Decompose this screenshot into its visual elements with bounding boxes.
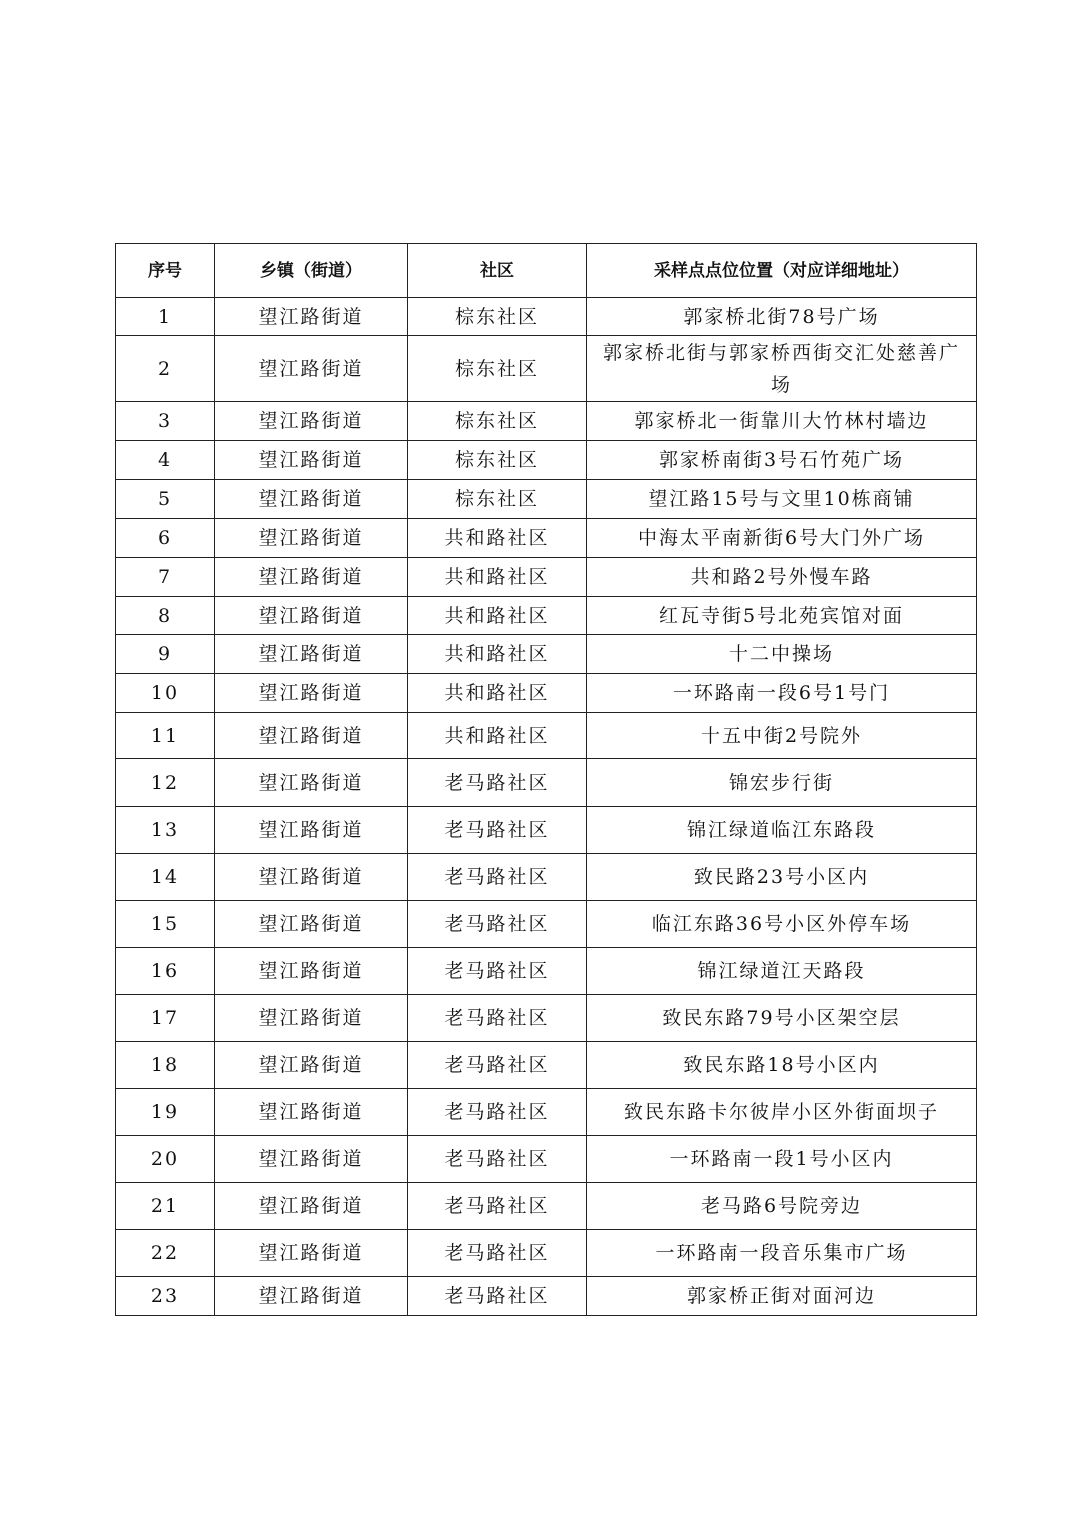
cell-sampling-address: 锦江绿道临江东路段 (587, 807, 977, 854)
table-row (116, 1042, 977, 1089)
cell-community: 老马路社区 (408, 854, 587, 901)
cell-sampling-address: 十五中街2号院外 (587, 713, 977, 759)
cell-serial-number: 11 (116, 713, 215, 759)
cell-community: 共和路社区 (408, 519, 587, 558)
cell-serial-number: 5 (116, 480, 215, 519)
cell-town-street: 望江路街道 (215, 1089, 408, 1136)
table-row (116, 402, 977, 441)
table-row (116, 1230, 977, 1277)
cell-town-street: 望江路街道 (215, 336, 408, 402)
cell-town-street: 望江路街道 (215, 441, 408, 480)
cell-serial-number: 12 (116, 759, 215, 807)
cell-town-street: 望江路街道 (215, 597, 408, 635)
cell-serial-number: 1 (116, 298, 215, 336)
cell-sampling-address: 老马路6号院旁边 (587, 1183, 977, 1230)
table-row (116, 713, 977, 759)
cell-town-street: 望江路街道 (215, 713, 408, 759)
cell-community: 棕东社区 (408, 402, 587, 441)
cell-town-street: 望江路街道 (215, 635, 408, 674)
cell-town-street: 望江路街道 (215, 298, 408, 336)
cell-town-street: 望江路街道 (215, 519, 408, 558)
table-row (116, 995, 977, 1042)
table-header-row (116, 244, 977, 298)
cell-serial-number: 13 (116, 807, 215, 854)
cell-serial-number: 7 (116, 558, 215, 597)
table-row (116, 519, 977, 558)
cell-serial-number: 4 (116, 441, 215, 480)
table-body (116, 298, 977, 1316)
table-row (116, 298, 977, 336)
table-row (116, 597, 977, 635)
cell-serial-number: 9 (116, 635, 215, 674)
cell-town-street: 望江路街道 (215, 1183, 408, 1230)
cell-serial-number: 17 (116, 995, 215, 1042)
cell-serial-number: 8 (116, 597, 215, 635)
cell-sampling-address: 致民路23号小区内 (587, 854, 977, 901)
cell-sampling-address: 中海太平南新街6号大门外广场 (587, 519, 977, 558)
cell-community: 老马路社区 (408, 1089, 587, 1136)
cell-sampling-address: 郭家桥正街对面河边 (587, 1277, 977, 1316)
cell-sampling-address: 锦江绿道江天路段 (587, 948, 977, 995)
cell-serial-number: 2 (116, 336, 215, 402)
header-serial-number: 序号 (116, 244, 215, 298)
cell-serial-number: 23 (116, 1277, 215, 1316)
cell-community: 老马路社区 (408, 995, 587, 1042)
cell-serial-number: 21 (116, 1183, 215, 1230)
table-row (116, 1089, 977, 1136)
cell-serial-number: 19 (116, 1089, 215, 1136)
table-row (116, 1183, 977, 1230)
cell-town-street: 望江路街道 (215, 948, 408, 995)
table-row (116, 635, 977, 674)
cell-sampling-address: 红瓦寺街5号北苑宾馆对面 (587, 597, 977, 635)
cell-community: 共和路社区 (408, 597, 587, 635)
cell-serial-number: 14 (116, 854, 215, 901)
cell-community: 共和路社区 (408, 713, 587, 759)
cell-town-street: 望江路街道 (215, 1136, 408, 1183)
cell-sampling-address: 郭家桥南街3号石竹苑广场 (587, 441, 977, 480)
table-row (116, 1136, 977, 1183)
cell-sampling-address: 致民东路79号小区架空层 (587, 995, 977, 1042)
cell-sampling-address: 锦宏步行街 (587, 759, 977, 807)
cell-town-street: 望江路街道 (215, 901, 408, 948)
table-row (116, 480, 977, 519)
cell-community: 棕东社区 (408, 441, 587, 480)
header-community: 社区 (408, 244, 587, 298)
table-row (116, 759, 977, 807)
cell-town-street: 望江路街道 (215, 1277, 408, 1316)
cell-serial-number: 10 (116, 674, 215, 713)
cell-sampling-address: 致民东路卡尔彼岸小区外街面坝子 (587, 1089, 977, 1136)
cell-community: 老马路社区 (408, 807, 587, 854)
cell-community: 老马路社区 (408, 901, 587, 948)
cell-community: 棕东社区 (408, 480, 587, 519)
cell-sampling-address: 郭家桥北街78号广场 (587, 298, 977, 336)
cell-community: 共和路社区 (408, 635, 587, 674)
cell-serial-number: 3 (116, 402, 215, 441)
sampling-sites-table (115, 243, 977, 1316)
cell-community: 老马路社区 (408, 948, 587, 995)
cell-serial-number: 6 (116, 519, 215, 558)
cell-community: 共和路社区 (408, 558, 587, 597)
cell-sampling-address: 一环路南一段6号1号门 (587, 674, 977, 713)
cell-sampling-address: 郭家桥北一街靠川大竹林村墙边 (587, 402, 977, 441)
cell-serial-number: 16 (116, 948, 215, 995)
cell-town-street: 望江路街道 (215, 674, 408, 713)
cell-sampling-address: 一环路南一段1号小区内 (587, 1136, 977, 1183)
cell-community: 老马路社区 (408, 1042, 587, 1089)
cell-community: 共和路社区 (408, 674, 587, 713)
cell-sampling-address: 郭家桥北街与郭家桥西街交汇处慈善广场 (587, 336, 977, 402)
cell-town-street: 望江路街道 (215, 480, 408, 519)
header-sampling-address: 采样点点位位置（对应详细地址） (587, 244, 977, 298)
table-row (116, 901, 977, 948)
cell-community: 老马路社区 (408, 1136, 587, 1183)
cell-sampling-address: 临江东路36号小区外停车场 (587, 901, 977, 948)
cell-community: 老马路社区 (408, 1277, 587, 1316)
cell-community: 老马路社区 (408, 1230, 587, 1277)
table-row (116, 948, 977, 995)
cell-sampling-address: 一环路南一段音乐集市广场 (587, 1230, 977, 1277)
cell-town-street: 望江路街道 (215, 1042, 408, 1089)
cell-serial-number: 15 (116, 901, 215, 948)
cell-community: 老马路社区 (408, 1183, 587, 1230)
table-row (116, 558, 977, 597)
table-row (116, 807, 977, 854)
cell-town-street: 望江路街道 (215, 1230, 408, 1277)
cell-sampling-address: 致民东路18号小区内 (587, 1042, 977, 1089)
cell-serial-number: 18 (116, 1042, 215, 1089)
cell-serial-number: 22 (116, 1230, 215, 1277)
cell-community: 棕东社区 (408, 336, 587, 402)
cell-town-street: 望江路街道 (215, 854, 408, 901)
cell-sampling-address: 望江路15号与文里10栋商铺 (587, 480, 977, 519)
header-town-street: 乡镇（街道） (215, 244, 408, 298)
table-row (116, 674, 977, 713)
cell-town-street: 望江路街道 (215, 807, 408, 854)
table-row (116, 336, 977, 402)
cell-town-street: 望江路街道 (215, 759, 408, 807)
cell-serial-number: 20 (116, 1136, 215, 1183)
table-row (116, 854, 977, 901)
cell-sampling-address: 共和路2号外慢车路 (587, 558, 977, 597)
cell-sampling-address: 十二中操场 (587, 635, 977, 674)
cell-community: 老马路社区 (408, 759, 587, 807)
cell-town-street: 望江路街道 (215, 995, 408, 1042)
cell-town-street: 望江路街道 (215, 558, 408, 597)
table-row (116, 441, 977, 480)
table-row (116, 1277, 977, 1316)
cell-community: 棕东社区 (408, 298, 587, 336)
cell-town-street: 望江路街道 (215, 402, 408, 441)
